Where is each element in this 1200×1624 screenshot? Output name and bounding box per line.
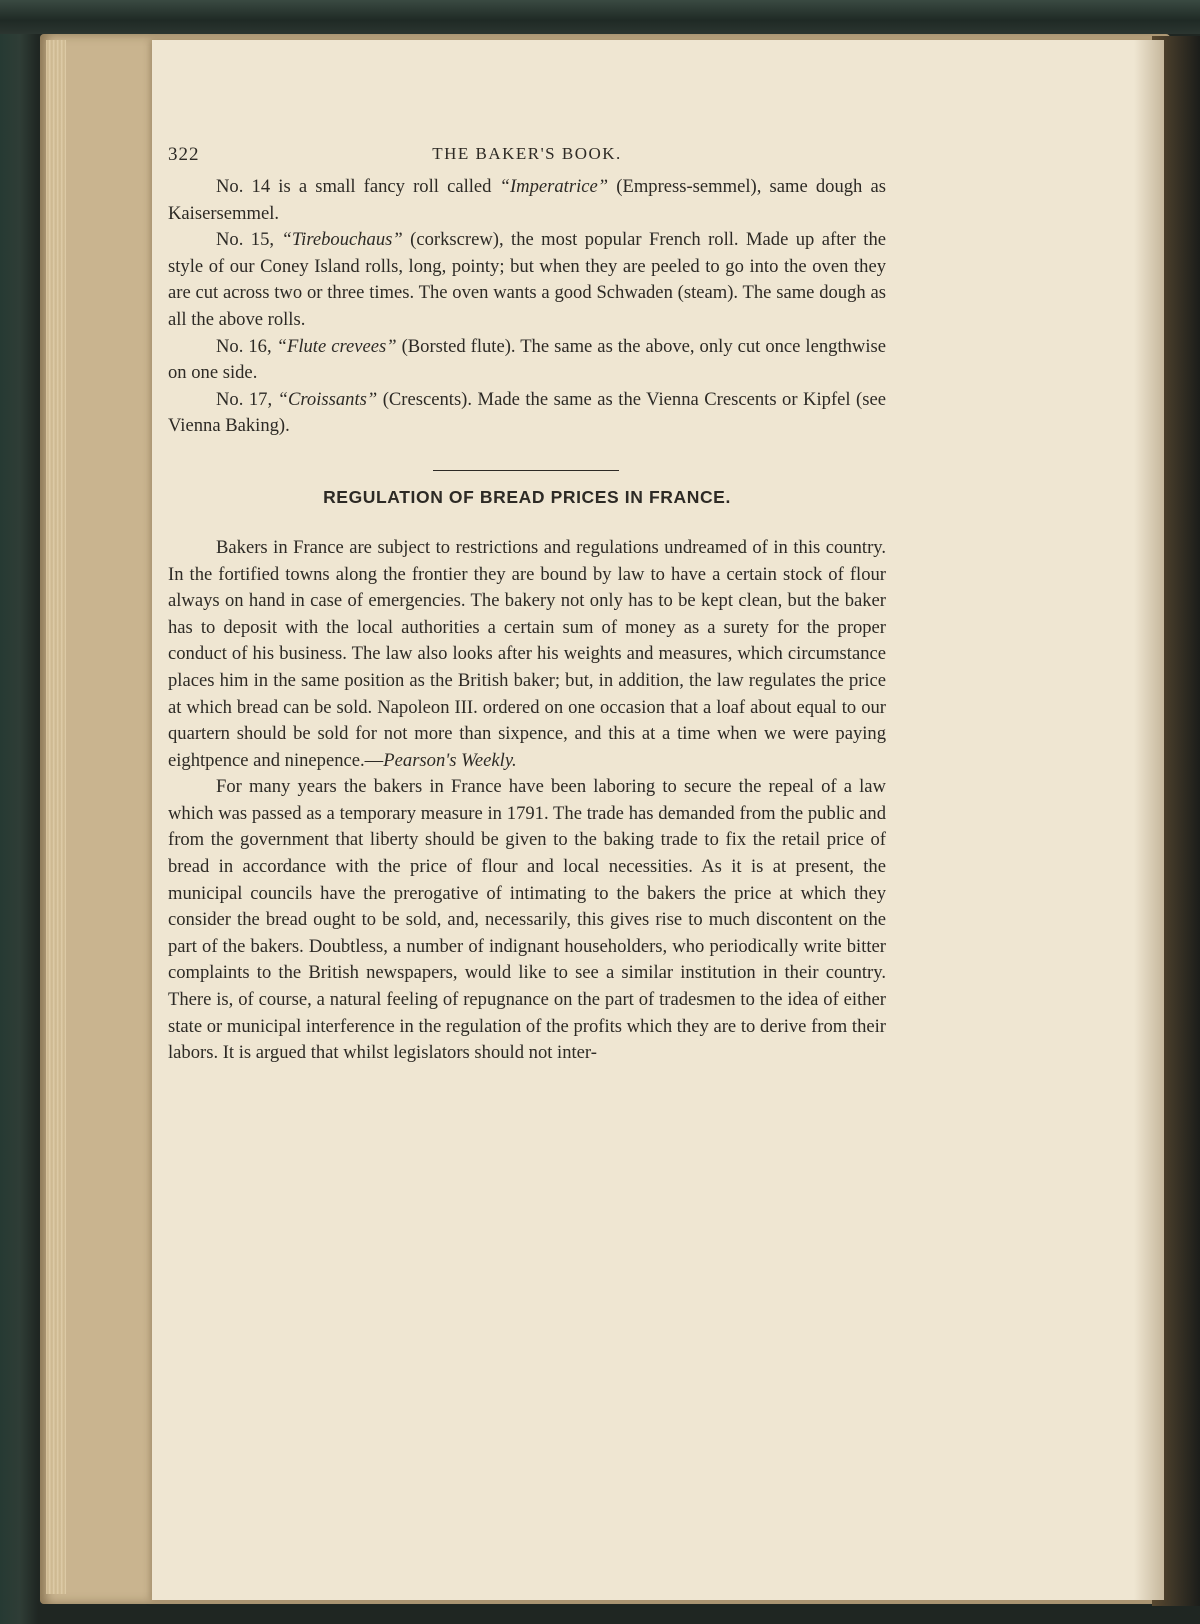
book-binding-top — [0, 0, 1200, 34]
paragraph-roll-14: No. 14 is a small fancy roll called “Imperatrice” (Empress-semmel), same dough as Kaisersemmel. — [168, 176, 886, 224]
section-divider-rule — [433, 470, 619, 471]
paragraph-roll-17: No. 17, “Croissants” (Crescents). Made the same as the Vienna Crescents or Kipfel (see Vienna Baking). — [168, 388, 886, 437]
source-citation: Pearson's Weekly. — [383, 749, 517, 771]
paragraph-repeal-of-law: For many years the bakers in France have been laboring to secure the repeal of a law which was passed as a temporary measure in 1791. The trade has demanded from the public and from the government that liberty should be given to the baking trade to fix the retail price of bread in accordance with the price of flour and local necessities. As it is at present, the municipal councils have the prerogative of intimating to the bakers the price at which they consider the bread ought to be sold, and, necessarily, this gives rise to much discontent on the part of the bakers. Doubtless, a number of indignant householders, who periodically write bitter complaints to the British newspapers, would like to see a similar institution in their country. There is, of course, a natural feeling of repugnance on the part of tradesmen to the idea of either state or municipal interference in the regulation of the profits which they are to derive from their labors. It is argued that whilst legislators should not inter- — [168, 776, 886, 1064]
running-head — [168, 138, 886, 168]
paragraph-roll-16: No. 16, “Flute crevees” (Borsted flute). The same as the above, only cut once lengthwise on one side. — [168, 335, 886, 384]
page-number: 322 — [168, 144, 200, 165]
page-content — [168, 138, 886, 1067]
paragraph-bakers-in-france: Bakers in France are subject to restrictions and regulations undreamed of in this country. In the fortified towns along the frontier they are bound by law to have a certain stock of flour always on hand in case of emergencies. The bakery not only has to be kept clean, but the baker has to deposit with the local authorities a certain sum of money as a surety for the proper conduct of his business. The law also looks after his weights and measures, which circumstance places him in the same position as the British baker; but, in addition, the law regulates the price at which bread can be sold. Napoleon III. ordered on one occasion that a loaf about equal to our quartern should be sold for not more than sixpence, and this at a time when we were paying eightpence and ninepence.—Pearson's Weekly. — [168, 536, 886, 771]
paragraph-roll-15: No. 15, “Tirebouchaus” (corkscrew), the most popular French roll. Made up after the style of our Coney Island rolls, long, pointy; but when they are peeled to go into the oven they are cut across two or three times. The oven wants a good Schwaden (steam). The same dough as all the above rolls. — [168, 229, 886, 330]
section-heading: REGULATION OF BREAD PRICES IN FRANCE. — [323, 486, 731, 507]
running-title: THE BAKER'S BOOK. — [432, 144, 622, 163]
